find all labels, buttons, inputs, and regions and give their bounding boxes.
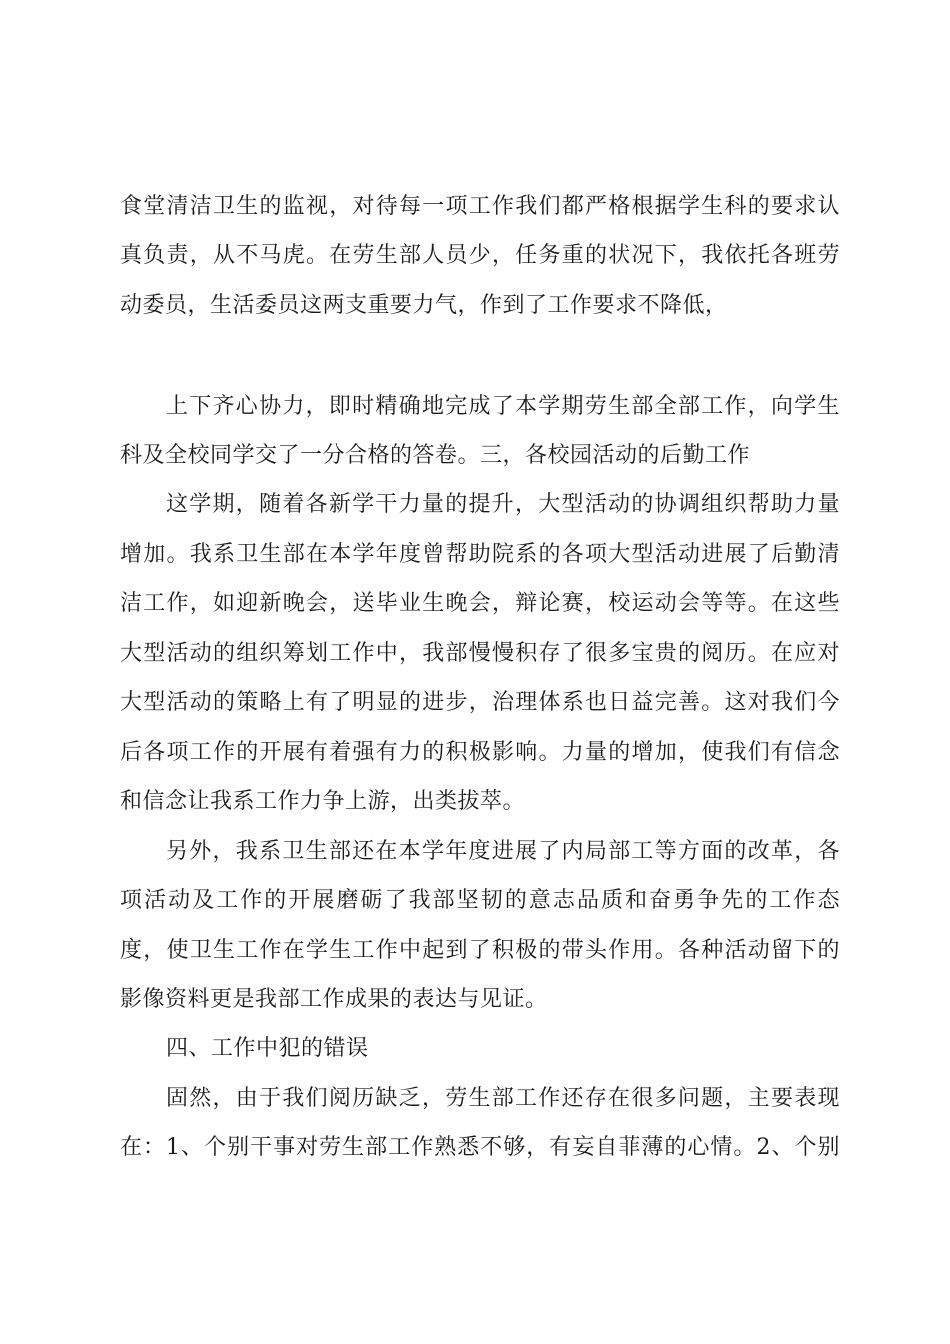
text-line: 固然，由于我们阅历缺乏，劳生部工作还存在很多问题，主要表现 xyxy=(166,1086,840,1111)
text-line: 另外，我系卫生部还在本学年度进展了内局部工等方面的改革，各 xyxy=(166,839,840,864)
text-line: 上下齐心协力，即时精确地完成了本学期劳生部全部工作，向学生 xyxy=(166,394,840,419)
text-line: 后各项工作的开展有着强有力的积极影响。力量的增加，使我们有信念 xyxy=(120,740,840,765)
text-line: 洁工作，如迎新晚会，送毕业生晚会，辩论赛，校运动会等等。在这些 xyxy=(120,591,840,616)
text-line: 度，使卫生工作在学生工作中起到了积极的带头作用。各种活动留下的 xyxy=(120,938,840,963)
text-line: 影像资料更是我部工作成果的表达与见证。 xyxy=(120,987,548,1012)
text-line: 食堂清洁卫生的监视，对待每一项工作我们都严格根据学生科的要求认 xyxy=(120,194,840,219)
text-line: 真负责，从不马虎。在劳生部人员少，任务重的状况下，我依托各班劳 xyxy=(120,243,840,268)
text-line: 增加。我系卫生部在本学年度曾帮助院系的各项大型活动进展了后勤清 xyxy=(120,542,840,567)
text-line: 动委员，生活委员这两支重要力气，作到了工作要求不降低， xyxy=(120,293,728,318)
text-line: 和信念让我系工作力争上游，出类拔萃。 xyxy=(120,789,526,814)
text-line: 在：1、个别干事对劳生部工作熟悉不够，有妄自菲薄的心情。2、个别 xyxy=(120,1135,840,1160)
text-line: 大型活动的组织筹划工作中，我部慢慢积存了很多宝贵的阅历。在应对 xyxy=(120,641,840,666)
text-line: 项活动及工作的开展磨砺了我部坚韧的意志品质和奋勇争先的工作态 xyxy=(120,888,840,913)
text-line: 大型活动的策略上有了明显的进步，治理体系也日益完善。这对我们今 xyxy=(120,690,840,715)
section-heading: 四、工作中犯的错误 xyxy=(166,1036,369,1061)
text-line: 科及全校同学交了一分合格的答卷。三，各校园活动的后勤工作 xyxy=(120,443,751,468)
text-line: 这学期，随着各新学干力量的提升，大型活动的协调组织帮助力量 xyxy=(166,492,840,517)
